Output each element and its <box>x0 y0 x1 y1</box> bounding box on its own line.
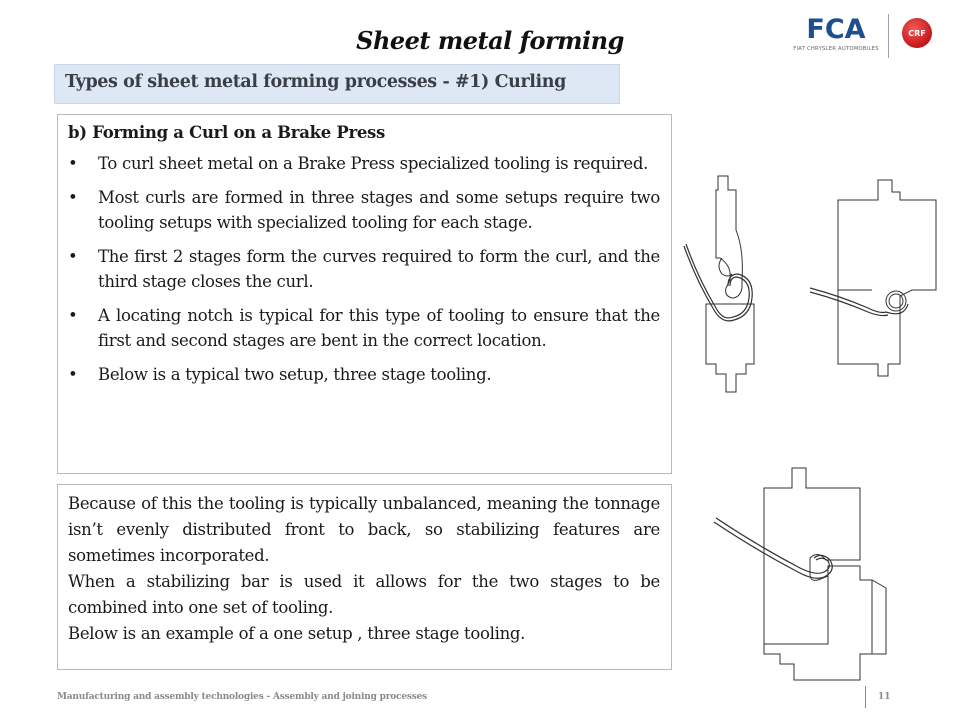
paragraph: When a stabilizing bar is used it allows for the two stages to be combined into one set of tooling. <box>68 572 660 617</box>
paragraph: Because of this the tooling is typically unbalanced, meaning the tonnage isn’t evenly distributed front to back, so stabilizing features are sometimes incorporated. <box>68 494 660 565</box>
bullet-dot-icon: • <box>68 247 78 266</box>
bullet-dot-icon: • <box>68 306 78 325</box>
crf-logo: CRF <box>902 18 932 48</box>
bullet-list <box>68 151 660 387</box>
footer-divider <box>865 686 866 708</box>
bullet-text: Most curls are formed in three stages and some setups require two tooling setups with specialized tooling for each stage. <box>98 188 660 232</box>
box-heading: b) Forming a Curl on a Brake Press <box>68 123 386 142</box>
tooling-diagram-stage1 <box>676 170 786 410</box>
bullet-text: The first 2 stages form the curves required to form the curl, and the third stage closes the curl. <box>98 247 660 291</box>
tooling-diagram-one-setup <box>706 464 924 688</box>
bullet-item <box>68 185 660 235</box>
fca-logo-wordmark: FCA <box>806 14 866 45</box>
bullet-item <box>68 244 660 294</box>
tooling-diagram-stage2 <box>800 176 940 398</box>
bullet-item <box>68 303 660 353</box>
bullet-item <box>68 151 660 176</box>
bullet-dot-icon: • <box>68 154 78 173</box>
fca-logo <box>790 16 882 56</box>
footer-text: Manufacturing and assembly technologies - Assembly and joining processes <box>57 692 427 702</box>
paragraph: Below is an example of a one setup , three stage tooling. <box>68 624 526 643</box>
section-title: Types of sheet metal forming processes - #1) Curling <box>65 72 566 92</box>
bullet-dot-icon: • <box>68 365 78 384</box>
logo-divider <box>888 14 889 58</box>
bullet-text: A locating notch is typical for this type of tooling to ensure that the first and second stages are bent in the correct location. <box>98 306 660 350</box>
paragraph-block <box>68 491 660 647</box>
brake-press-curl-box <box>57 114 672 474</box>
stabilizing-features-box <box>57 484 672 670</box>
bullet-dot-icon: • <box>68 188 78 207</box>
fca-logo-subtitle: FIAT CHRYSLER AUTOMOBILES <box>793 46 879 52</box>
bullet-text: Below is a typical two setup, three stage tooling. <box>98 365 492 384</box>
section-title-bar <box>54 64 620 104</box>
slide-title: Sheet metal forming <box>356 26 624 55</box>
page-number: 11 <box>878 692 891 702</box>
bullet-text: To curl sheet metal on a Brake Press specialized tooling is required. <box>98 154 649 173</box>
bullet-item <box>68 362 660 387</box>
